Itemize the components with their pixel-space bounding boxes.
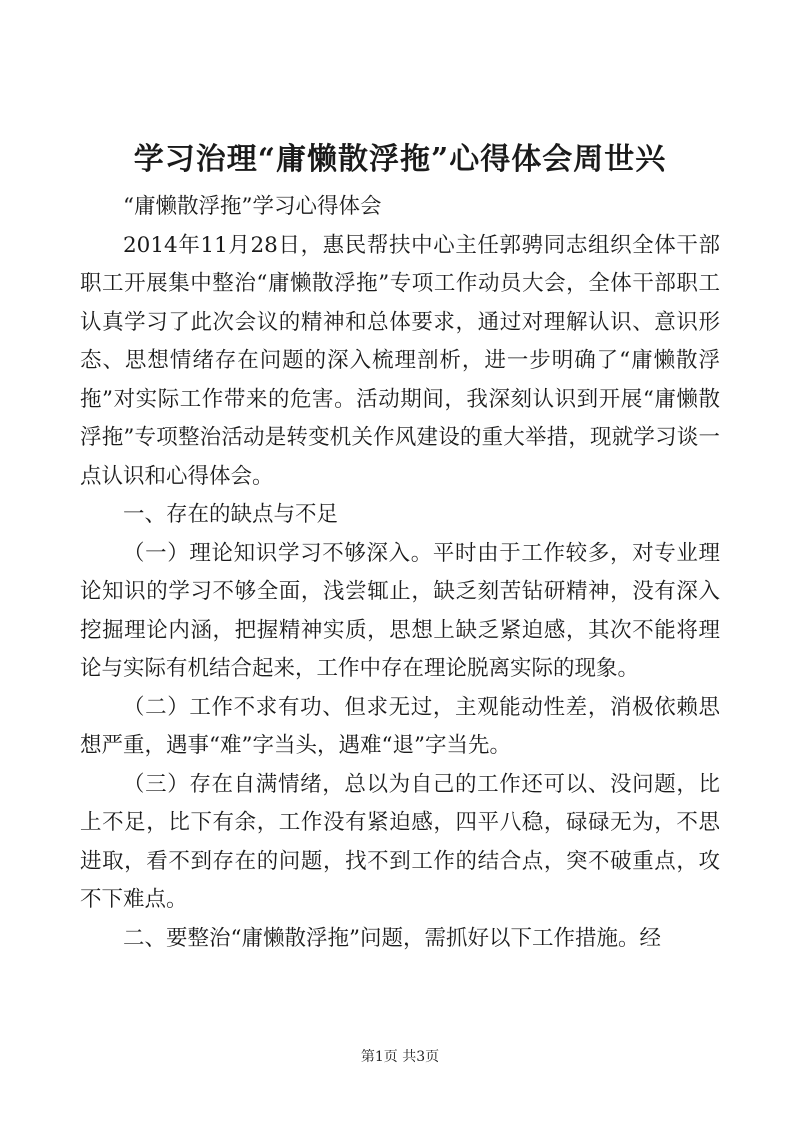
section-heading-shortcomings: 一、存在的缺点与不足 <box>123 502 339 527</box>
document-body <box>80 188 720 958</box>
paragraph-item-3: （三）存在自满情绪，总以为自己的工作还可以、没问题，比上不足，比下有余，工作没有紧迫感，四平八稳，碌碌无为，不思进取，看不到存在的问题，找不到工作的结合点，突不破重点，攻不下难点。 <box>80 771 720 912</box>
paragraph-item-2: （二）工作不求有功、但求无过，主观能动性差，消极依赖思想严重，遇事“难”字当头，遇难“退”字当先。 <box>80 694 720 758</box>
intro-paragraph: 2014年11月28日，惠民帮扶中心主任郭骋同志组织全体干部职工开展集中整治“庸懒散浮拖”专项工作动员大会，全体干部职工认真学习了此次会议的精神和总体要求，通过对理解认识、意识形态、思想情绪存在问题的深入梳理剖析，进一步明确了“庸懒散浮拖”对实际工作带来的危害。活动期间，我深刻认识到开展“庸懒散浮拖”专项整治活动是转变机关作风建设的重大举措，现就学习谈一点认识和心得体会。 <box>80 232 720 489</box>
subtitle-paragraph: “庸懒散浮拖”学习心得体会 <box>123 194 382 219</box>
page-footer: 第1页 共3页 <box>360 1049 440 1065</box>
paragraph-item-1: （一）理论知识学习不够深入。平时由于工作较多，对专业理论知识的学习不够全面，浅尝辄止，缺乏刻苦钻研精神，没有深入挖掘理论内涵，把握精神实质，思想上缺乏紧迫感，其次不能将理论与实际有机结合起来，工作中存在理论脱离实际的现象。 <box>80 540 720 681</box>
document-title: 学习治理“庸懒散浮拖”心得体会周世兴 <box>133 142 667 177</box>
section-heading-measures: 二、要整治“庸懒散浮拖”问题，需抓好以下工作措施。经 <box>123 925 661 951</box>
